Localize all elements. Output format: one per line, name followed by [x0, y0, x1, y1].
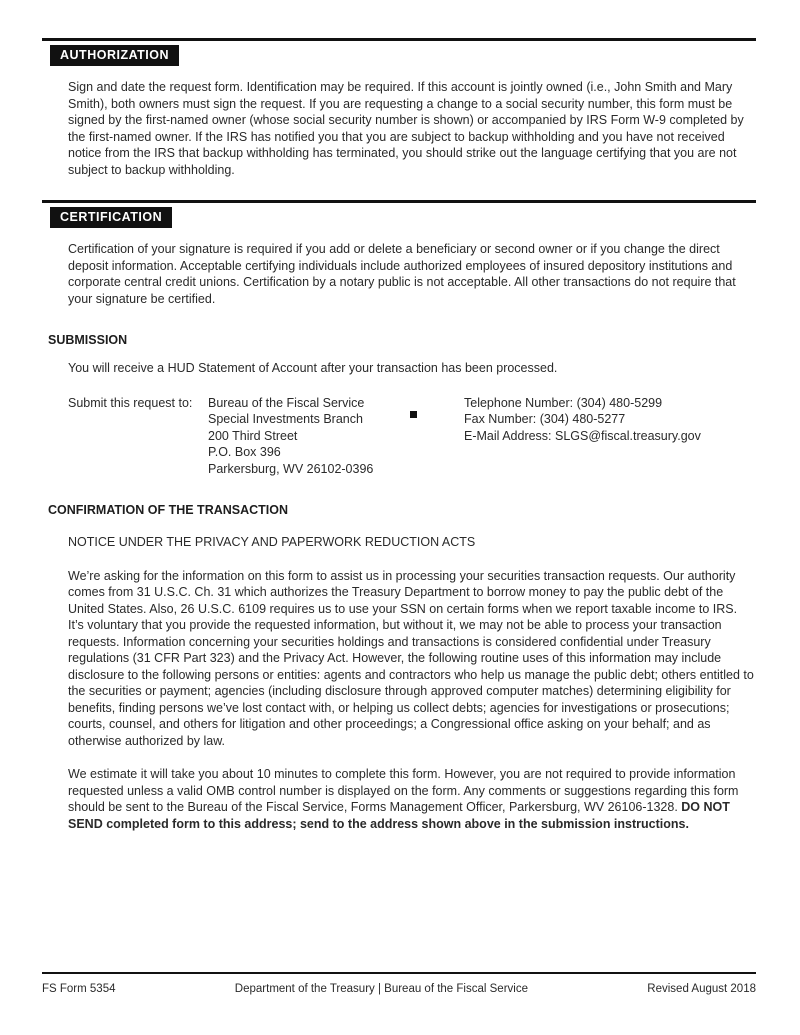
submission-address-block: [68, 395, 756, 478]
certification-section-label: CERTIFICATION: [50, 207, 172, 228]
privacy-paragraph-text: We’re asking for the information on this form to assist us in processing your securities transaction requests. Our authority comes from 31 U.S.C. Ch. 31 which authorizes the Treasury Department to borrow money to pay the public debt of the United States. Also, 26 U.S.C. 6109 requires us to use your SSN on certain forms when we report taxable income to IRS. It’s voluntary that you provide the requested information, but without it, we may not be able to process your transaction requests. Information concerning your securities holdings and transactions is considered confidential under Treasury regulations (31 CFR Part 323) and the Privacy Act. However, the following routine uses of this information may include disclosure to the following persons or entities: agents and contractors who help us manage the public debt; others entitled to the securities or payment; agencies (including disclosure through approved computer matches) determining eligibility for benefits, finding persons we’ve lost contact with, or helping us collect debts; agencies for investigations or prosecutions; courts, counsel, and others for litigation and other proceedings; a Congressional office asking on your behalf; and as otherwise authorized by law.: [68, 568, 754, 748]
submit-request-label: Submit this request to:: [68, 395, 193, 410]
address-line: 200 Third Street: [208, 428, 298, 443]
submission-heading: SUBMISSION: [48, 333, 128, 347]
certification-body-text: Certification of your signature is required if you add or delete a beneficiary or second owner or if you change the direct deposit information. Acceptable certifying individuals include authorized employees of insured depository institutions and corporate central credit unions. Certification by a notary public is not acceptable. All other transactions do not require that your signature be certified.: [68, 242, 736, 306]
footer-form-number: FS Form 5354: [42, 983, 116, 995]
estimate-paragraph-bold-text: DO NOT SEND completed form to this address; send to the address shown above in the submission instructions.: [68, 800, 730, 831]
contact-line: Fax Number: (304) 480-5277: [464, 412, 626, 426]
contact-line: E-Mail Address: SLGS@fiscal.treasury.gov: [464, 428, 701, 443]
page-footer: [42, 972, 756, 995]
footer-department-text: Department of the Treasury | Bureau of the Fiscal Service: [234, 983, 528, 995]
estimate-paragraph: [68, 766, 754, 832]
contact-line: Telephone Number: (304) 480-5299: [464, 395, 663, 410]
address-line: Parkersburg, WV 26102-0396: [208, 461, 374, 476]
authorization-section-label: AUTHORIZATION: [50, 45, 179, 66]
confirmation-heading: CONFIRMATION OF THE TRANSACTION: [48, 503, 289, 517]
submission-address-column: [208, 395, 408, 478]
address-line: P.O. Box 396: [208, 445, 281, 459]
square-bullet-icon: [410, 411, 417, 418]
authorization-body-text: Sign and date the request form. Identification may be required. If this account is jointly owned (i.e., John Smith and Mary Smith), both owners must sign the request. If you are requesting a change to a social security number, this form must be signed by the first-named owner (whose social security number is shown) or accompanied by IRS Form W-9 completed by the first-named owner. If the IRS has notified you that you are subject to backup withholding and you have not received notice from the IRS that backup withholding has terminated, you should strike out the language certifying that you are not subject to backup withholding.: [68, 80, 744, 177]
footer-rule: [42, 972, 756, 974]
address-line: Bureau of the Fiscal Service: [208, 395, 365, 410]
certification-section-rule: [42, 200, 756, 203]
bullet-column: [408, 395, 464, 478]
address-line: Special Investments Branch: [208, 412, 363, 426]
footer-revision-date: Revised August 2018: [647, 983, 756, 995]
authorization-section-rule: [42, 38, 756, 41]
privacy-notice-title: NOTICE UNDER THE PRIVACY AND PAPERWORK REDUCTION ACTS: [68, 535, 476, 549]
submission-contact-column: [464, 395, 756, 478]
estimate-paragraph-regular-text: We estimate it will take you about 10 minutes to complete this form. However, you are not required to provide information requested unless a valid OMB control number is displayed on the form. Any comments or suggestions regarding this form should be sent to the Bureau of the Fiscal Service, Forms Management Officer, Parkersburg, WV 26106-1328.: [68, 767, 739, 814]
submission-intro-text: You will receive a HUD Statement of Account after your transaction has been processed.: [68, 361, 558, 375]
